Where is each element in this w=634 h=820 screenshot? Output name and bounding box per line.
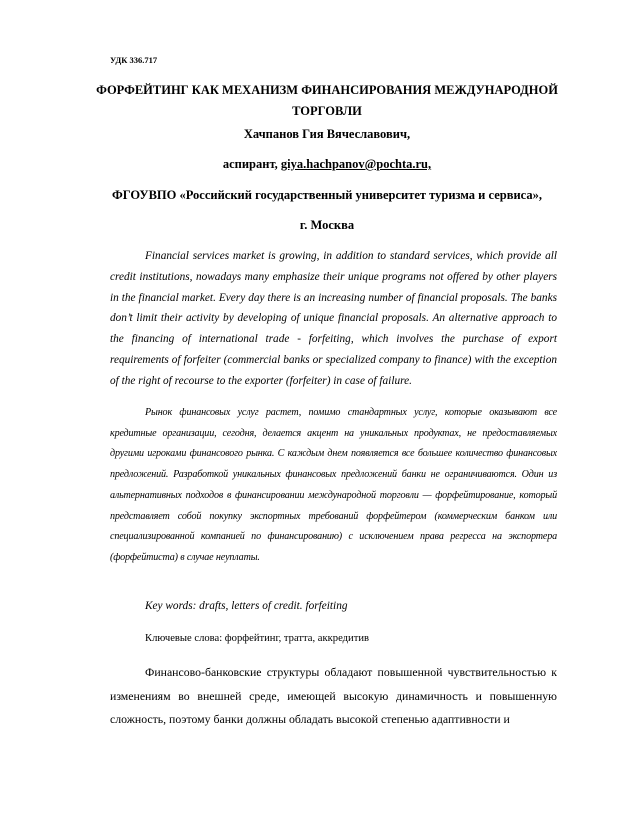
- author-email-link[interactable]: giya.hachpanov@pochta.ru,: [280, 157, 432, 171]
- keywords-russian: Ключевые слова: форфейтинг, тратта, аккредитив: [145, 633, 369, 644]
- udk-code: УДК 336.717: [110, 55, 158, 65]
- paper-title: ФОРФЕЙТИНГ КАК МЕХАНИЗМ ФИНАНСИРОВАНИЯ МЕЖДУНАРОДНОЙ ТОРГОВЛИ: [96, 83, 558, 118]
- keywords-english: Key words: drafts, letters of credit. forfeiting: [145, 600, 348, 612]
- abstract-english: Financial services market is growing, in addition to standard services, which provide all credit institutions, nowadays many emphasize their unique programs not offered by other players in the financial market. Every day there is an increasing number of financial proposals. The banks don’t limit their activity by developing of unique financial proposals. An alternative approach to the financing of international trade - forfeiting, which involves the purchase of export requirements of forfeiter (commercial banks or specialized company to finance) with the exception of the right of recourse to the exporter (forfeiter) in case of failure.: [110, 250, 557, 387]
- body-paragraph: Финансово-банковские структуры обладают повышенной чувствительностью к изменениям во внешней среде, имеющей высокую динамичность и повышенную сложность, поэтому банки должны обладать высокой степенью адаптивности и: [110, 665, 557, 726]
- author-position: аспирант,: [222, 157, 281, 171]
- author-contact: [90, 157, 564, 172]
- author-organization: ФГОУВПО «Российский государственный университет туризма и сервиса»,: [112, 188, 542, 202]
- author-name: Хачпанов Гия Вячеславович,: [243, 127, 411, 141]
- author-city: г. Москва: [299, 218, 355, 232]
- abstract-russian: Рынок финансовых услуг растет, помимо стандартных услуг, которые оказывают все кредитные организации, сегодня, делается акцент на уникальных продуктах, не предоставляемых другими игроками финансового рынка. С каждым днем появляется все большее количество финансовых предложений. Разработкой уникальных финансовых предложений банки не ограничиваются. Один из альтернативных подходов в финансировании международной торговли — форфейтирование, который представляет собой покупку экспортных требований форфейтером (коммерческим банком или специализированной компанией по финансированию) с исключением права регресса на экспортера (форфейтиста) в случае неуплаты.: [110, 407, 557, 563]
